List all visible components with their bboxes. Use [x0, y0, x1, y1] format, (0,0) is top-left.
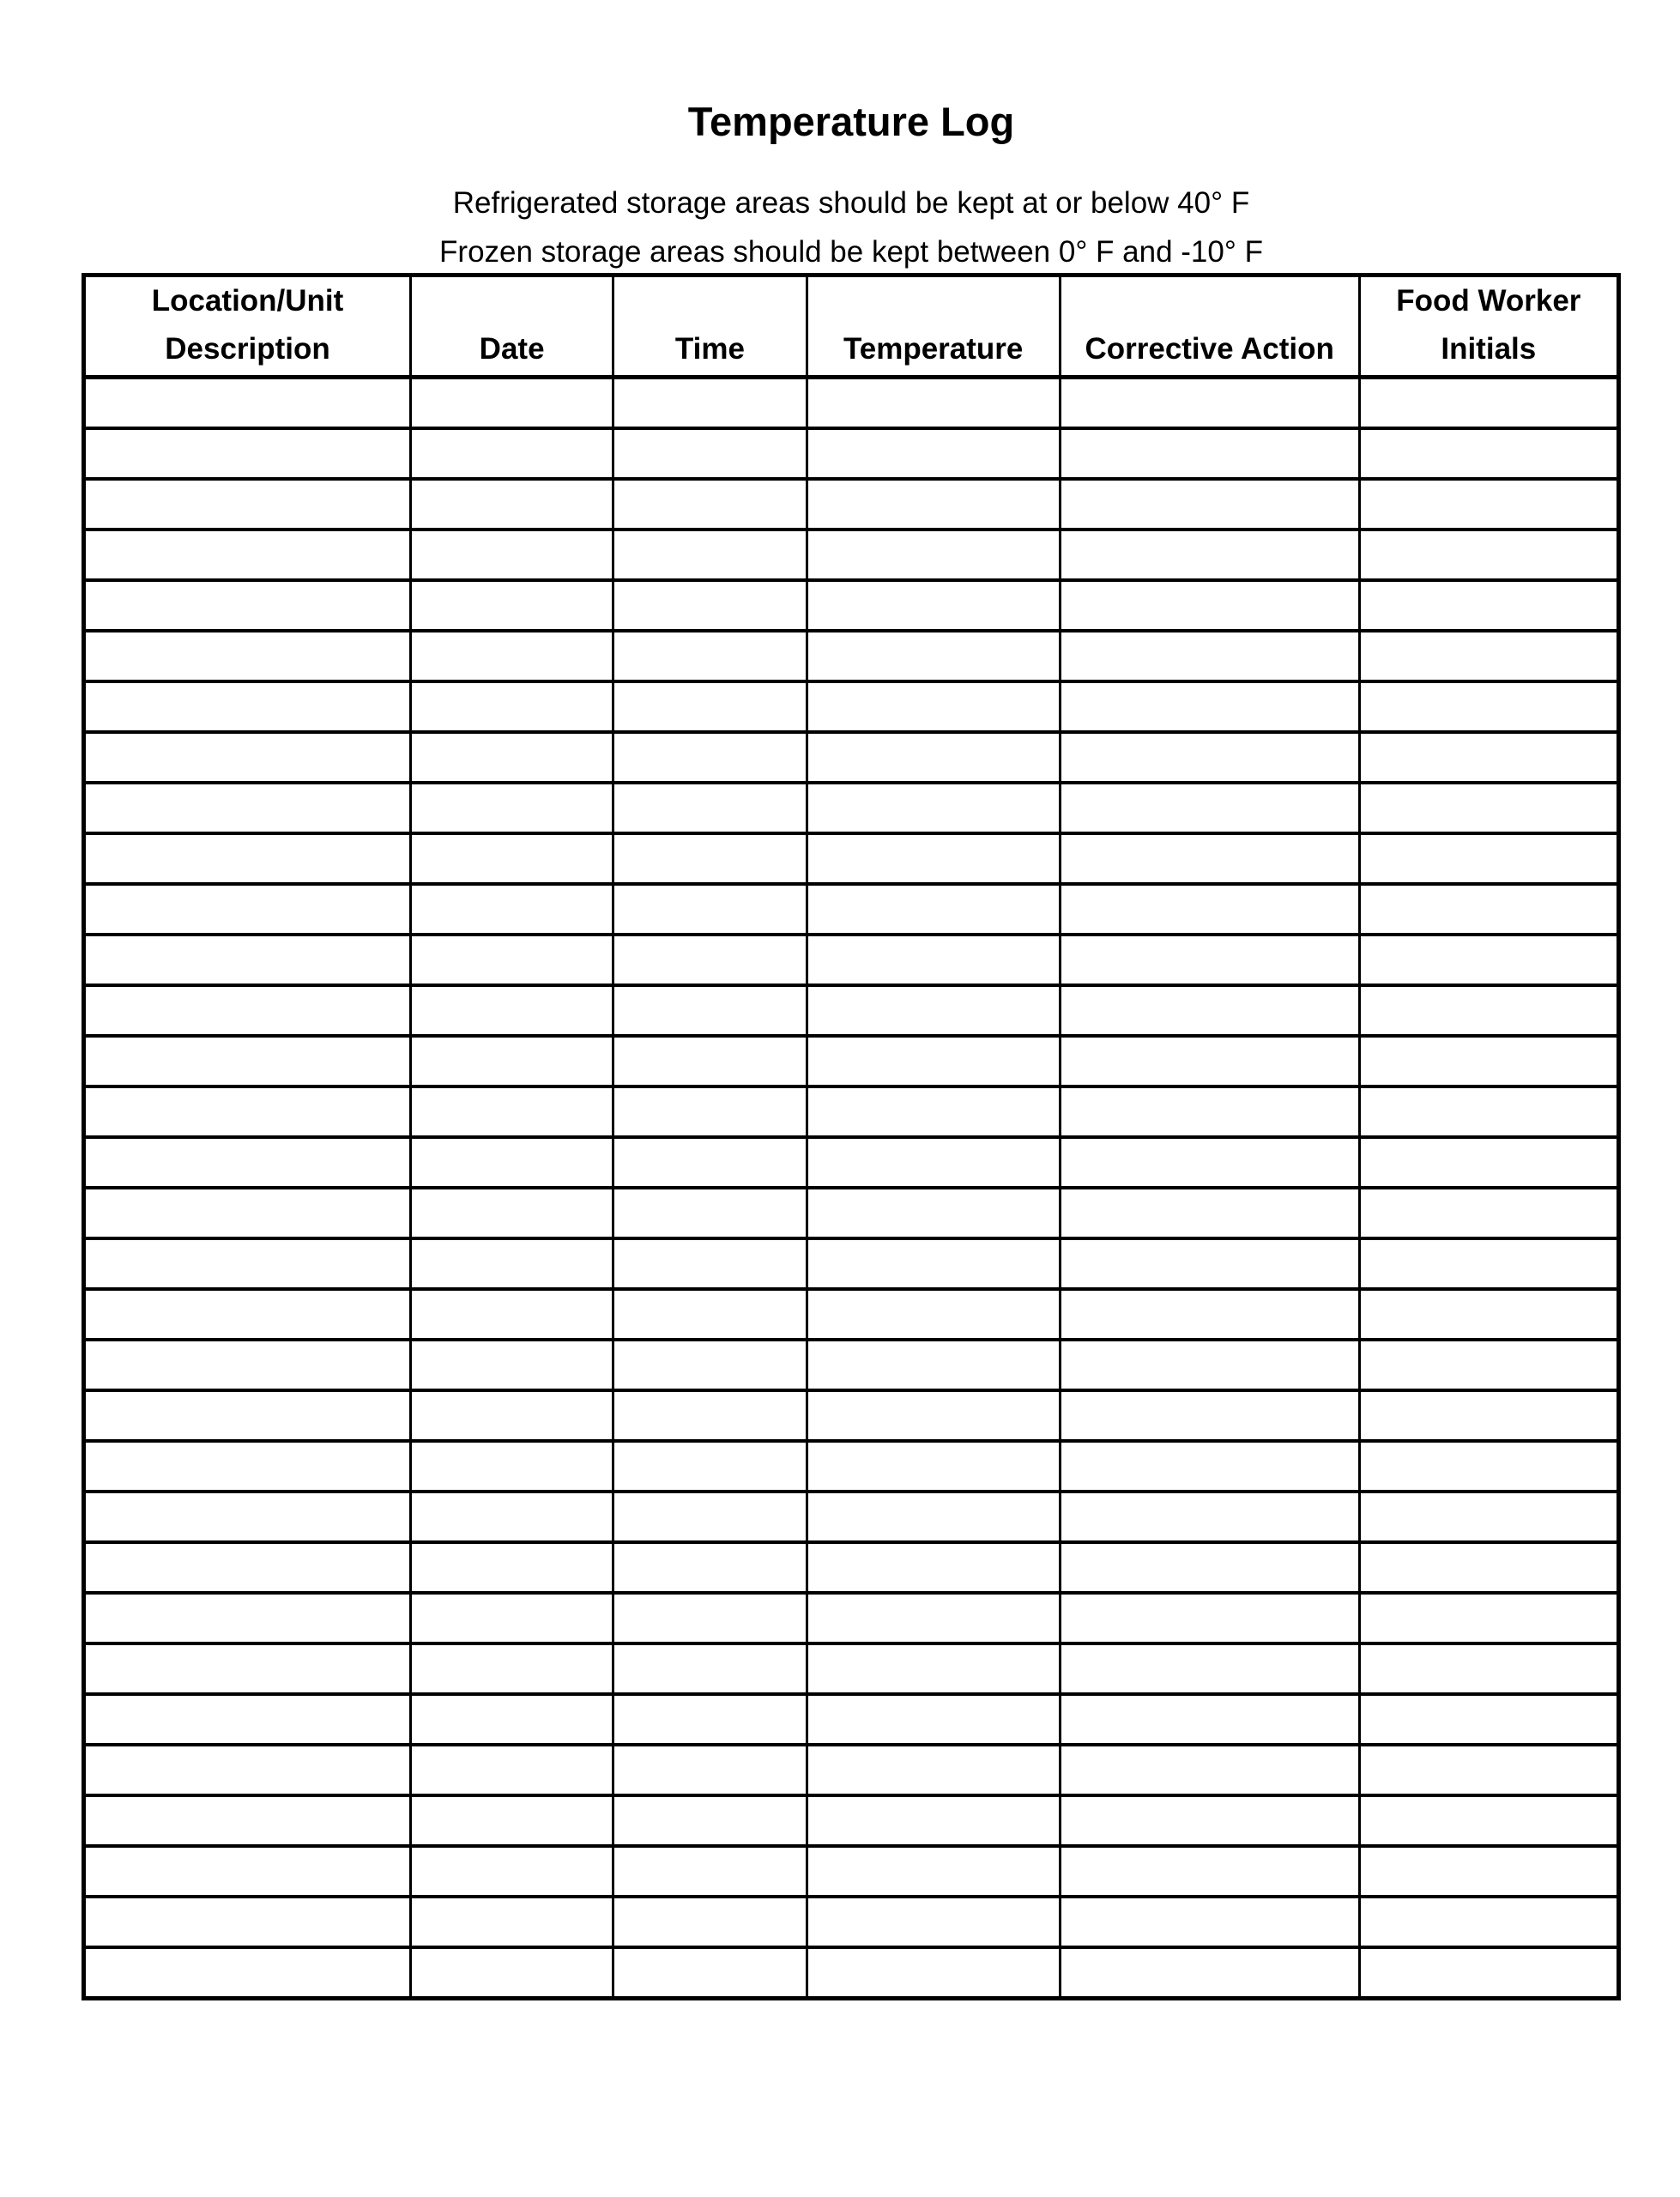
log-cell-time	[613, 1745, 807, 1795]
table-row	[84, 1542, 1619, 1593]
log-cell-date	[411, 1390, 613, 1441]
log-cell-date	[411, 1593, 613, 1643]
log-cell-temperature	[807, 1289, 1060, 1340]
column-header-line: Corrective Action	[1085, 332, 1334, 366]
log-cell-date	[411, 732, 613, 783]
log-cell-location-unit-description	[84, 1036, 411, 1086]
log-cell-location-unit-description	[84, 530, 411, 580]
log-cell-food-worker-initials	[1359, 479, 1618, 530]
log-cell-food-worker-initials	[1359, 1238, 1618, 1289]
log-cell-time	[613, 1086, 807, 1137]
log-cell-corrective-action	[1060, 1694, 1359, 1745]
log-cell-temperature	[807, 1086, 1060, 1137]
log-cell-corrective-action	[1060, 1593, 1359, 1643]
table-row	[84, 935, 1619, 985]
log-cell-time	[613, 378, 807, 429]
log-cell-time	[613, 1897, 807, 1947]
log-cell-corrective-action	[1060, 732, 1359, 783]
log-cell-date	[411, 1795, 613, 1846]
log-cell-corrective-action	[1060, 1745, 1359, 1795]
log-cell-location-unit-description	[84, 1593, 411, 1643]
log-cell-food-worker-initials	[1359, 1745, 1618, 1795]
table-row	[84, 884, 1619, 935]
log-cell-location-unit-description	[84, 1289, 411, 1340]
log-cell-time	[613, 1694, 807, 1745]
table-row	[84, 1694, 1619, 1745]
log-cell-corrective-action	[1060, 1643, 1359, 1694]
log-cell-temperature	[807, 681, 1060, 732]
log-cell-time	[613, 1795, 807, 1846]
column-header-line: Temperature	[843, 332, 1024, 366]
temperature-log-page	[82, 0, 1621, 2000]
table-row	[84, 1846, 1619, 1897]
log-cell-time	[613, 1441, 807, 1492]
log-cell-time	[613, 1947, 807, 1999]
log-cell-temperature	[807, 1846, 1060, 1897]
table-row	[84, 1441, 1619, 1492]
log-cell-date	[411, 1492, 613, 1542]
log-cell-corrective-action	[1060, 1289, 1359, 1340]
log-cell-food-worker-initials	[1359, 1492, 1618, 1542]
table-row	[84, 1036, 1619, 1086]
log-cell-temperature	[807, 1137, 1060, 1188]
log-cell-food-worker-initials	[1359, 1947, 1618, 1999]
log-cell-time	[613, 1492, 807, 1542]
log-cell-temperature	[807, 1238, 1060, 1289]
log-cell-food-worker-initials	[1359, 681, 1618, 732]
log-cell-food-worker-initials	[1359, 530, 1618, 580]
log-cell-location-unit-description	[84, 1390, 411, 1441]
log-cell-food-worker-initials	[1359, 1137, 1618, 1188]
log-cell-corrective-action	[1060, 378, 1359, 429]
log-cell-temperature	[807, 1390, 1060, 1441]
table-row	[84, 1492, 1619, 1542]
column-header-time	[613, 275, 807, 378]
log-cell-time	[613, 1390, 807, 1441]
table-row	[84, 833, 1619, 884]
table-row	[84, 1086, 1619, 1137]
log-cell-location-unit-description	[84, 833, 411, 884]
log-cell-food-worker-initials	[1359, 1086, 1618, 1137]
column-header-line: Food Worker	[1396, 284, 1581, 318]
column-header-line: Date	[479, 332, 545, 366]
log-cell-temperature	[807, 479, 1060, 530]
log-cell-corrective-action	[1060, 1086, 1359, 1137]
log-cell-date	[411, 1340, 613, 1390]
log-cell-temperature	[807, 1492, 1060, 1542]
log-cell-food-worker-initials	[1359, 1694, 1618, 1745]
log-cell-temperature	[807, 428, 1060, 479]
log-cell-location-unit-description	[84, 428, 411, 479]
log-cell-date	[411, 1694, 613, 1745]
log-cell-food-worker-initials	[1359, 378, 1618, 429]
log-cell-temperature	[807, 884, 1060, 935]
log-cell-time	[613, 681, 807, 732]
log-cell-date	[411, 681, 613, 732]
instruction-frozen-storage: Frozen storage areas should be kept between 0° F and -10° F	[439, 235, 1263, 269]
table-row	[84, 985, 1619, 1036]
log-cell-food-worker-initials	[1359, 1542, 1618, 1593]
table-header	[84, 275, 1619, 378]
log-cell-corrective-action	[1060, 1238, 1359, 1289]
log-cell-temperature	[807, 1593, 1060, 1643]
log-cell-location-unit-description	[84, 1188, 411, 1238]
column-header-line: Time	[674, 332, 745, 366]
log-cell-corrective-action	[1060, 783, 1359, 833]
log-cell-time	[613, 1542, 807, 1593]
log-cell-food-worker-initials	[1359, 428, 1618, 479]
table-row	[84, 1795, 1619, 1846]
log-cell-corrective-action	[1060, 1897, 1359, 1947]
log-cell-corrective-action	[1060, 428, 1359, 479]
log-cell-time	[613, 783, 807, 833]
log-cell-temperature	[807, 530, 1060, 580]
log-cell-location-unit-description	[84, 1492, 411, 1542]
log-cell-date	[411, 428, 613, 479]
table-row	[84, 580, 1619, 631]
log-cell-time	[613, 428, 807, 479]
log-cell-temperature	[807, 935, 1060, 985]
table-row	[84, 1745, 1619, 1795]
log-cell-location-unit-description	[84, 631, 411, 681]
log-cell-food-worker-initials	[1359, 935, 1618, 985]
log-cell-corrective-action	[1060, 833, 1359, 884]
instruction-refrigerated-storage: Refrigerated storage areas should be kept at or below 40° F	[452, 186, 1250, 220]
instructions-block	[82, 179, 1621, 276]
log-cell-food-worker-initials	[1359, 1897, 1618, 1947]
log-cell-date	[411, 580, 613, 631]
table-body	[84, 378, 1619, 1999]
log-cell-temperature	[807, 833, 1060, 884]
log-cell-location-unit-description	[84, 884, 411, 935]
table-row	[84, 1390, 1619, 1441]
log-cell-location-unit-description	[84, 1643, 411, 1694]
table-row	[84, 1238, 1619, 1289]
table-row	[84, 1947, 1619, 1999]
log-cell-food-worker-initials	[1359, 1036, 1618, 1086]
log-cell-corrective-action	[1060, 1947, 1359, 1999]
log-cell-temperature	[807, 1745, 1060, 1795]
log-cell-food-worker-initials	[1359, 732, 1618, 783]
log-cell-corrective-action	[1060, 1795, 1359, 1846]
log-cell-food-worker-initials	[1359, 631, 1618, 681]
log-cell-food-worker-initials	[1359, 985, 1618, 1036]
log-cell-time	[613, 935, 807, 985]
log-cell-time	[613, 580, 807, 631]
log-cell-location-unit-description	[84, 1795, 411, 1846]
log-cell-corrective-action	[1060, 1441, 1359, 1492]
log-cell-time	[613, 833, 807, 884]
log-cell-food-worker-initials	[1359, 1593, 1618, 1643]
log-cell-location-unit-description	[84, 732, 411, 783]
log-cell-location-unit-description	[84, 935, 411, 985]
log-cell-food-worker-initials	[1359, 1289, 1618, 1340]
log-cell-time	[613, 530, 807, 580]
log-cell-date	[411, 1846, 613, 1897]
log-cell-temperature	[807, 985, 1060, 1036]
table-row	[84, 783, 1619, 833]
column-header-corrective-action	[1060, 275, 1359, 378]
table-row	[84, 428, 1619, 479]
table-row	[84, 378, 1619, 429]
log-cell-time	[613, 1137, 807, 1188]
log-cell-date	[411, 1643, 613, 1694]
log-cell-time	[613, 1593, 807, 1643]
log-cell-corrective-action	[1060, 479, 1359, 530]
log-cell-corrective-action	[1060, 1492, 1359, 1542]
log-cell-corrective-action	[1060, 1036, 1359, 1086]
log-cell-food-worker-initials	[1359, 1188, 1618, 1238]
log-cell-location-unit-description	[84, 1745, 411, 1795]
log-cell-date	[411, 783, 613, 833]
table-row	[84, 1137, 1619, 1188]
page-title: Temperature Log	[687, 99, 1015, 144]
log-cell-date	[411, 1137, 613, 1188]
log-cell-time	[613, 732, 807, 783]
log-cell-time	[613, 1036, 807, 1086]
log-cell-corrective-action	[1060, 1340, 1359, 1390]
log-cell-date	[411, 530, 613, 580]
table-row	[84, 1340, 1619, 1390]
log-cell-food-worker-initials	[1359, 833, 1618, 884]
table-row	[84, 1289, 1619, 1340]
column-header-temperature	[807, 275, 1060, 378]
log-cell-food-worker-initials	[1359, 1390, 1618, 1441]
log-cell-food-worker-initials	[1359, 580, 1618, 631]
log-cell-corrective-action	[1060, 1137, 1359, 1188]
log-cell-corrective-action	[1060, 935, 1359, 985]
column-header-line: Initials	[1441, 332, 1537, 366]
log-cell-time	[613, 1188, 807, 1238]
table-row	[84, 1897, 1619, 1947]
log-cell-food-worker-initials	[1359, 783, 1618, 833]
log-cell-time	[613, 1643, 807, 1694]
log-cell-location-unit-description	[84, 1086, 411, 1137]
table-row	[84, 1643, 1619, 1694]
log-cell-temperature	[807, 732, 1060, 783]
table-row	[84, 530, 1619, 580]
log-cell-temperature	[807, 1795, 1060, 1846]
log-cell-location-unit-description	[84, 1441, 411, 1492]
log-cell-date	[411, 1897, 613, 1947]
log-cell-location-unit-description	[84, 1694, 411, 1745]
log-cell-corrective-action	[1060, 1846, 1359, 1897]
log-cell-date	[411, 935, 613, 985]
column-header-location-unit-description	[84, 275, 411, 378]
log-cell-location-unit-description	[84, 985, 411, 1036]
log-cell-time	[613, 1340, 807, 1390]
log-cell-temperature	[807, 580, 1060, 631]
log-cell-location-unit-description	[84, 681, 411, 732]
log-cell-corrective-action	[1060, 1188, 1359, 1238]
table-row	[84, 1188, 1619, 1238]
log-cell-corrective-action	[1060, 985, 1359, 1036]
log-cell-location-unit-description	[84, 1897, 411, 1947]
log-cell-location-unit-description	[84, 1238, 411, 1289]
log-cell-date	[411, 479, 613, 530]
log-cell-time	[613, 985, 807, 1036]
table-row	[84, 631, 1619, 681]
log-cell-date	[411, 631, 613, 681]
log-cell-temperature	[807, 1036, 1060, 1086]
log-cell-location-unit-description	[84, 1846, 411, 1897]
log-cell-date	[411, 833, 613, 884]
log-cell-date	[411, 1036, 613, 1086]
log-cell-location-unit-description	[84, 378, 411, 429]
log-cell-food-worker-initials	[1359, 1643, 1618, 1694]
log-cell-temperature	[807, 783, 1060, 833]
log-cell-food-worker-initials	[1359, 1340, 1618, 1390]
log-cell-location-unit-description	[84, 1947, 411, 1999]
log-cell-time	[613, 884, 807, 935]
column-header-food-worker-initials	[1359, 275, 1618, 378]
log-cell-time	[613, 479, 807, 530]
table-row	[84, 479, 1619, 530]
log-cell-location-unit-description	[84, 1137, 411, 1188]
log-cell-time	[613, 1238, 807, 1289]
log-cell-location-unit-description	[84, 783, 411, 833]
table-header-row	[84, 275, 1619, 378]
log-cell-date	[411, 1542, 613, 1593]
log-cell-corrective-action	[1060, 530, 1359, 580]
log-cell-location-unit-description	[84, 479, 411, 530]
log-cell-location-unit-description	[84, 1340, 411, 1390]
table-row	[84, 1593, 1619, 1643]
log-cell-food-worker-initials	[1359, 1846, 1618, 1897]
table-row	[84, 681, 1619, 732]
log-cell-corrective-action	[1060, 580, 1359, 631]
log-cell-food-worker-initials	[1359, 884, 1618, 935]
log-cell-date	[411, 1188, 613, 1238]
log-cell-temperature	[807, 1947, 1060, 1999]
log-cell-corrective-action	[1060, 631, 1359, 681]
log-cell-location-unit-description	[84, 580, 411, 631]
column-header-line: Location/Unit	[151, 284, 344, 318]
log-cell-temperature	[807, 1188, 1060, 1238]
log-cell-temperature	[807, 1643, 1060, 1694]
log-cell-location-unit-description	[84, 1542, 411, 1593]
column-header-line: Description	[165, 332, 330, 366]
log-cell-date	[411, 985, 613, 1036]
column-header-date	[411, 275, 613, 378]
log-cell-corrective-action	[1060, 681, 1359, 732]
log-cell-temperature	[807, 1542, 1060, 1593]
log-cell-date	[411, 378, 613, 429]
log-cell-date	[411, 1745, 613, 1795]
temperature-log-table	[82, 273, 1621, 2000]
log-cell-food-worker-initials	[1359, 1795, 1618, 1846]
log-cell-corrective-action	[1060, 1542, 1359, 1593]
log-cell-date	[411, 1086, 613, 1137]
log-cell-time	[613, 1846, 807, 1897]
log-cell-time	[613, 1289, 807, 1340]
log-cell-corrective-action	[1060, 884, 1359, 935]
log-cell-date	[411, 884, 613, 935]
log-cell-date	[411, 1441, 613, 1492]
log-cell-date	[411, 1238, 613, 1289]
log-cell-temperature	[807, 1441, 1060, 1492]
log-cell-corrective-action	[1060, 1390, 1359, 1441]
log-cell-temperature	[807, 1897, 1060, 1947]
log-cell-time	[613, 631, 807, 681]
log-cell-date	[411, 1289, 613, 1340]
table-row	[84, 732, 1619, 783]
log-cell-temperature	[807, 378, 1060, 429]
log-cell-temperature	[807, 1340, 1060, 1390]
log-cell-date	[411, 1947, 613, 1999]
log-cell-temperature	[807, 1694, 1060, 1745]
log-cell-food-worker-initials	[1359, 1441, 1618, 1492]
log-cell-temperature	[807, 631, 1060, 681]
